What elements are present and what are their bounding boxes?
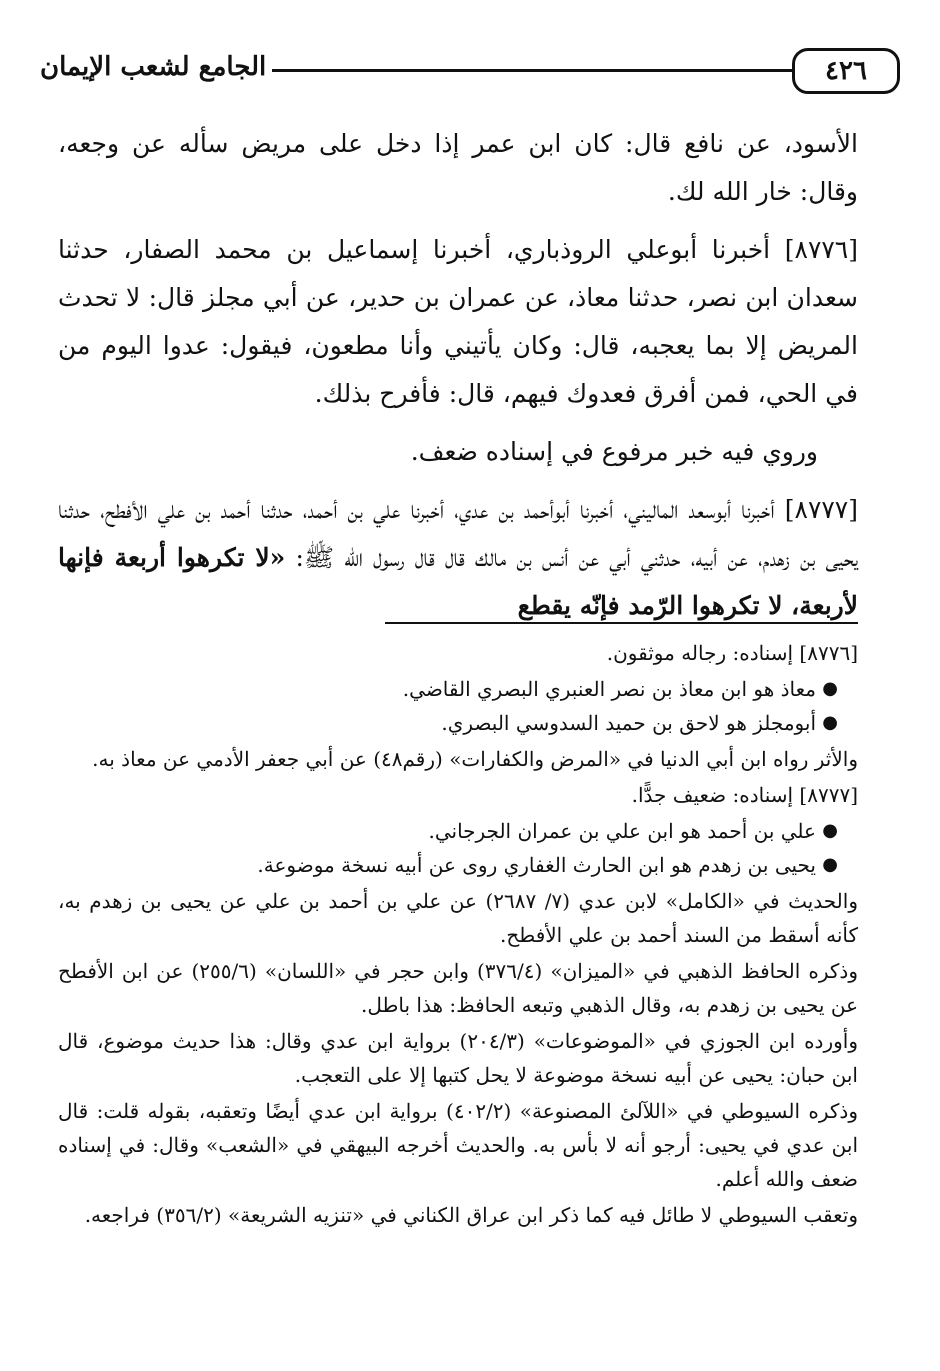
footnote-list — [58, 672, 858, 740]
footnote-text: والأثر رواه ابن أبي الدنيا في «المرض والكفارات» (رقم٤٨) عن أبي جعفر الأدمي عن معاذ به. — [92, 747, 858, 771]
bullet-icon: ● — [822, 820, 838, 841]
main-text — [58, 120, 858, 640]
footnote-text: وذكره السيوطي في «اللآلئ المصنوعة» (٤٠٢/٢) برواية ابن عدي أيضًا وتعقبه، بقوله قلت: قال ابن عدي في يحيى: أرجو أنه لا بأس به. والحديث أخرجه البيهقي في «الشعب» وقال: في إسناده ضعف والله أعلم. — [58, 1099, 858, 1191]
footnote-text: وتعقب السيوطي لا طائل فيه كما ذكر ابن عراق الكناني في «تنزيه الشريعة» (٣٥٦/٢) فراجعه. — [84, 1203, 858, 1227]
paragraph: وروي فيه خبر مرفوع في إسناده ضعف. — [410, 437, 818, 466]
hadith-8777 — [58, 486, 858, 630]
footnote-list — [58, 814, 858, 882]
bullet-icon: ● — [822, 712, 838, 733]
isnad-text: [٨٧٧٧] أخبرنا أبوسعد الماليني، أخبرنا أبوأحمد بن عدي، أخبرنا علي بن أحمد، حدثنا أحمد بن علي الأفطح، حدثنا يحيى بن زهدم، عن أبيه، حدثني أبي عن أنس بن مالك قال قال رسول الله ﷺ: — [58, 495, 859, 572]
running-title: الجامع لشعب الإيمان — [40, 52, 267, 82]
footnote-heading: [٨٧٧٧] إسناده: ضعيف جدًّا. — [631, 783, 858, 807]
hadith-8776: [٨٧٧٦] أخبرنا أبوعلي الروذباري، أخبرنا إسماعيل بن محمد الصفار، حدثنا سعدان ابن نصر، حدثنا معاذ، عن عمران بن حدير، عن أبي مجلز قال: لا تحدث المريض إلا بما يعجبه، قال: وكان يأتيني وأنا مطعون، فيقول: عدوا اليوم من في الحي، فمن أفرق فعدوك فيهم، قال: فأفرح بذلك. — [58, 235, 858, 408]
header-rule — [272, 69, 792, 72]
paragraph: الأسود، عن نافع قال: كان ابن عمر إذا دخل على مريض سأله عن وجعه، وقال: خار الله لك. — [58, 129, 858, 206]
footnote-text: والحديث في «الكامل» لابن عدي (٧/ ٢٦٨٧) عن علي بن أحمد بن علي عن يحيى بن زهدم به، كأنه أسقط من السند أحمد بن علي الأفطح. — [58, 889, 858, 947]
page-header — [40, 40, 900, 106]
footnotes — [58, 636, 858, 1234]
list-item-text: أبومجلز هو لاحق بن حميد السدوسي البصري. — [441, 711, 816, 735]
list-item — [58, 672, 838, 706]
bullet-icon: ● — [822, 854, 838, 875]
list-item — [58, 706, 838, 740]
footnote-text: وأورده ابن الجوزي في «الموضوعات» (٢٠٤/٣) برواية ابن عدي وقال: هذا حديث موضوع، قال ابن حبان: يحيى عن أبيه نسخة موضوعة لا يحل كتبها إلا على التعجب. — [58, 1029, 858, 1087]
list-item — [58, 814, 838, 848]
list-item-text: علي بن أحمد هو ابن علي بن عمران الجرجاني. — [428, 819, 816, 843]
footnote-text: وذكره الحافظ الذهبي في «الميزان» (٣٧٦/٤) وابن حجر في «اللسان» (٢٥٥/٦) عن ابن الأفطح عن يحيى بن زهدم به، وقال الذهبي وتبعه الحافظ: هذا باطل. — [58, 959, 858, 1017]
footnote-divider — [385, 622, 858, 624]
list-item — [58, 848, 838, 882]
bullet-icon: ● — [822, 678, 838, 699]
hadith-matn: «لا تكرهوا أربعة فإنها لأربعة، لا تكرهوا الرّمد فإنّه يقطع — [58, 543, 858, 620]
list-item-text: يحيى بن زهدم هو ابن الحارث الغفاري روى عن أبيه نسخة موضوعة. — [257, 853, 816, 877]
footnote-heading: [٨٧٧٦] إسناده: رجاله موثقون. — [606, 641, 858, 665]
list-item-text: معاذ هو ابن معاذ بن نصر العنبري البصري القاضي. — [402, 677, 816, 701]
page-number: ٤٢٦ — [792, 48, 900, 94]
